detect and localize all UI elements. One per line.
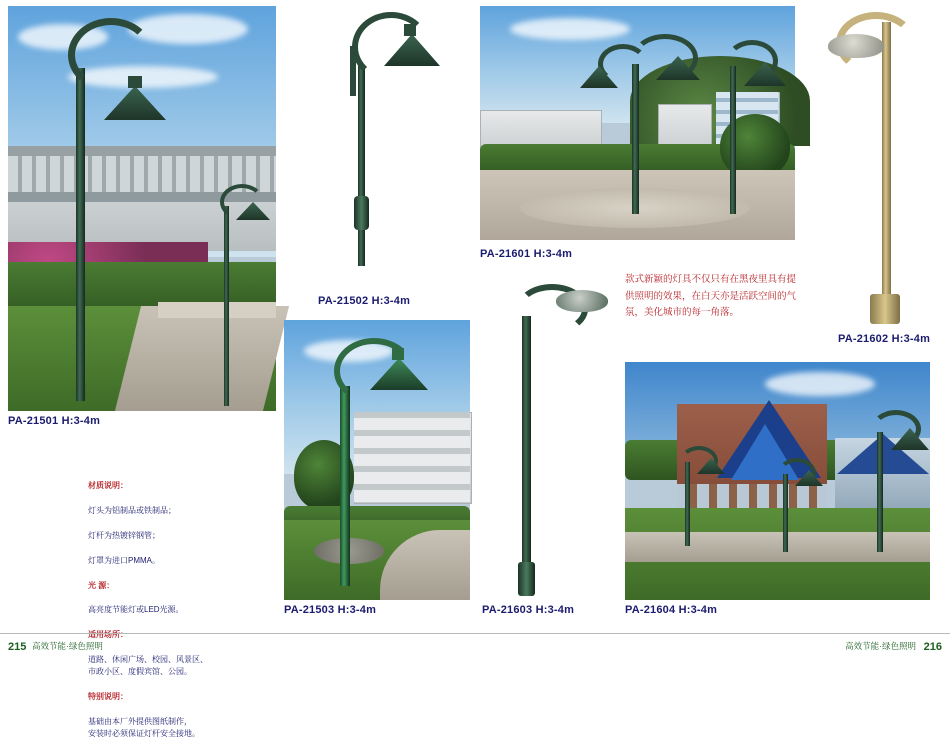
caption-pa-21502: PA-21502 H:3-4m: [318, 295, 411, 307]
spec-line-2: 灯杆为热镀锌钢管；: [88, 530, 160, 540]
product-photo-pa-21603: [498, 276, 608, 596]
product-photo-pa-21503: [284, 320, 470, 600]
spec-special-text: 基础由本厂外提供图纸制作， 安装时必须保证灯杆安全接地。: [88, 716, 200, 739]
spec-usage-label: 适用场所：: [88, 630, 128, 640]
caption-pa-21602: PA-21602 H:3-4m: [838, 333, 931, 345]
spec-light-source-text: 高亮度节能灯或LED光源。: [88, 605, 184, 615]
product-photo-pa-21602: [810, 4, 930, 324]
footer-text-left: 高效节能·绿色照明: [32, 641, 103, 651]
page-number-left: 215: [8, 641, 27, 653]
spec-special-label: 特别说明：: [88, 692, 128, 702]
spec-title: 材质说明：: [88, 481, 128, 491]
product-photo-pa-21604: [625, 362, 930, 600]
spec-usage-text: 道路、休闲广场、校园、风景区、 市政小区、度假宾馆、公园。: [88, 654, 208, 677]
spec-line-3: 灯罩为进口PMMA。: [88, 555, 160, 565]
product-photo-pa-21502: [300, 6, 430, 266]
spec-light-source-label: 光 源：: [88, 580, 115, 590]
caption-pa-21503: PA-21503 H:3-4m: [284, 604, 377, 616]
spec-line-1: 灯头为铝制品或铁制品；: [88, 506, 176, 516]
product-photo-pa-21601: [480, 6, 795, 240]
product-photo-pa-21501: [8, 6, 276, 411]
caption-pa-21603: PA-21603 H:3-4m: [482, 604, 575, 616]
caption-pa-21604: PA-21604 H:3-4m: [625, 604, 718, 616]
page-number-right: 216: [923, 641, 942, 653]
footer-text-right: 高效节能·绿色照明: [845, 641, 916, 651]
caption-pa-21601: PA-21601 H:3-4m: [480, 248, 573, 260]
marketing-note: 款式新颖的灯具不仅只有在黑夜里具有提供照明的效果，在白天亦是活跃空间的气氛，美化城市的每一角落。: [625, 274, 797, 319]
spec-block: [88, 468, 298, 753]
caption-pa-21501: PA-21501 H:3-4m: [8, 415, 101, 427]
